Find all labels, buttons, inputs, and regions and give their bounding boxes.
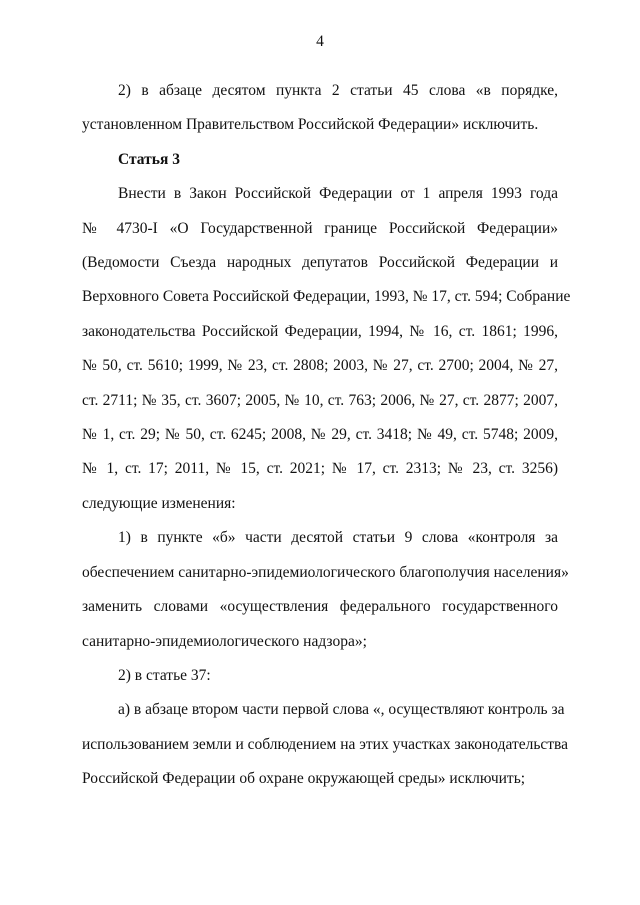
page-number: 4 — [316, 33, 324, 50]
paragraph-article-3-intro — [82, 177, 571, 521]
text-line: установленном Правительством Российской Федерации» исключить. — [82, 116, 539, 134]
text-line: обеспечением санитарно-эпидемиологического благополучия населения» — [82, 563, 569, 581]
text-line: 2) в абзаце десятом пункта 2 статьи 45 слова «в порядке, — [118, 82, 558, 99]
text-line: Российской Федерации об охране окружающей среды» исключить; — [82, 770, 526, 788]
article-heading: Статья 3 — [118, 150, 180, 168]
text-line: а) в абзаце втором части первой слова «, осуществляют контроль за — [118, 701, 565, 719]
paragraph-item-2 — [82, 659, 558, 693]
text-line: санитарно-эпидемиологического надзора»; — [82, 632, 367, 650]
text-line: № 1, ст. 17; 2011, № 15, ст. 2021; № 17, ст. 2313; № 23, ст. 3256) — [82, 460, 558, 478]
text-line: Внести в Закон Российской Федерации от 1 апреля 1993 года — [118, 185, 558, 203]
paragraph-item-1 — [82, 521, 569, 659]
text-line: № 1, ст. 29; № 50, ст. 6245; 2008, № 29, ст. 3418; № 49, ст. 5748; 2009, — [82, 426, 558, 444]
document-body — [82, 74, 571, 797]
text-line: Верховного Совета Российской Федерации, 1993, № 17, ст. 594; Собрание — [82, 288, 571, 306]
paragraph-amendment-2 — [82, 74, 558, 143]
text-line: заменить словами «осуществления федерального государственного — [82, 598, 558, 616]
text-line: № 4730-I «О Государственной границе Российской Федерации» — [82, 219, 558, 237]
text-line: № 50, ст. 5610; 1999, № 23, ст. 2808; 2003, № 27, ст. 2700; 2004, № 27, — [82, 357, 558, 375]
text-line: 1) в пункте «б» части десятой статьи 9 слова «контроля за — [118, 529, 558, 547]
paragraph-subitem-a — [82, 693, 569, 796]
text-line: ст. 2711; № 35, ст. 3607; 2005, № 10, ст. 763; 2006, № 27, ст. 2877; 2007, — [82, 391, 558, 409]
text-line: 2) в статье 37: — [118, 666, 211, 684]
text-line: использованием земли и соблюдением на этих участках законодательства — [82, 735, 569, 753]
text-line: законодательства Российской Федерации, 1994, № 16, ст. 1861; 1996, — [82, 322, 558, 340]
text-line: следующие изменения: — [82, 494, 236, 512]
text-line: (Ведомости Съезда народных депутатов Российской Федерации и — [82, 254, 558, 272]
